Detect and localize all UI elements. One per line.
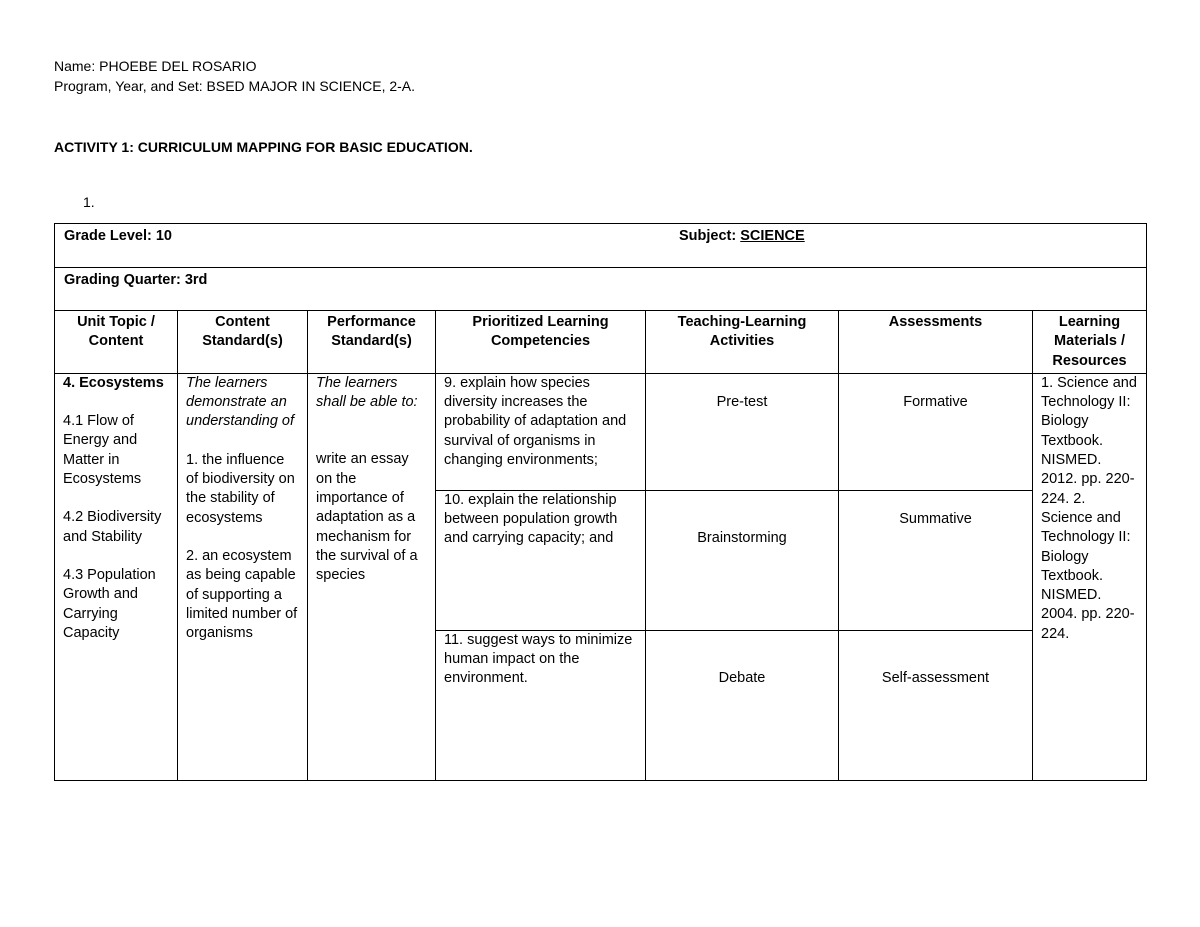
header-unit-topic: Unit Topic / Content — [55, 311, 178, 374]
unit-topic-title: 4. Ecosystems — [63, 374, 164, 391]
assessment-cell: Summative — [839, 490, 1033, 630]
subtopic-item: 4.2 Biodiversity and Stability — [63, 509, 162, 545]
unit-topic-cell — [55, 373, 178, 780]
competency-cell: 9. explain how species diversity increases the probability of adaptation and survival of organisms in changing environments; — [436, 373, 646, 490]
content-standards-intro: The learners demonstrate an understanding of — [186, 374, 295, 430]
subtopic-item: 4.1 Flow of Energy and Matter in Ecosystems — [63, 413, 142, 488]
header-content-standards: Content Standard(s) — [178, 311, 308, 374]
resources-cell: 1. Science and Technology II: Biology Textbook. NISMED. 2012. pp. 220-224. 2. Science and Technology II: Biology Textbook. NISMED. 2004. pp. 220-224. — [1033, 373, 1147, 780]
assessment-cell: Self-assessment — [839, 630, 1033, 780]
grading-quarter: Grading Quarter: 3rd — [64, 272, 208, 288]
subject-label: Subject: — [679, 228, 741, 244]
program-year-set: Program, Year, and Set: BSED MAJOR IN SCIENCE, 2-A. — [54, 78, 416, 94]
performance-standards-cell — [308, 373, 436, 780]
competency-cell: 11. suggest ways to minimize human impact on the environment. — [436, 630, 646, 780]
performance-standard-text: write an essay on the importance of adaptation as a mechanism for the survival of a species — [316, 451, 418, 584]
content-standard-item: 1. the influence of biodiversity on the stability of ecosystems — [186, 451, 295, 526]
grade-level: Grade Level: 10 — [64, 228, 172, 244]
header-assessments: Assessments — [839, 311, 1033, 374]
subtopic-item: 4.3 Population Growth and Carrying Capacity — [63, 566, 156, 641]
activity-cell: Debate — [646, 630, 839, 780]
content-standards-cell — [178, 373, 308, 780]
performance-standards-intro: The learners shall be able to: — [316, 374, 418, 411]
grade-subject-row — [55, 224, 1147, 268]
header-performance-standards: Performance Standard(s) — [308, 311, 436, 374]
curriculum-map-table — [54, 223, 1147, 781]
table-row — [55, 373, 1147, 490]
column-header-row — [55, 311, 1147, 374]
competency-cell: 10. explain the relationship between population growth and carrying capacity; and — [436, 490, 646, 630]
grading-quarter-row — [55, 268, 1147, 311]
assessment-cell: Formative — [839, 373, 1033, 490]
activity-cell: Brainstorming — [646, 490, 839, 630]
header-activities: Teaching-Learning Activities — [646, 311, 839, 374]
activity-title: ACTIVITY 1: CURRICULUM MAPPING FOR BASIC EDUCATION. — [54, 139, 473, 155]
activity-cell: Pre-test — [646, 373, 839, 490]
content-standard-item: 2. an ecosystem as being capable of supporting a limited number of organisms — [186, 547, 298, 642]
subject-value: SCIENCE — [740, 228, 805, 244]
header-resources: Learning Materials / Resources — [1033, 311, 1147, 374]
subject — [679, 227, 805, 246]
student-name: Name: PHOEBE DEL ROSARIO — [54, 58, 257, 74]
item-number: 1. — [83, 194, 95, 210]
header-competencies: Prioritized Learning Competencies — [436, 311, 646, 374]
